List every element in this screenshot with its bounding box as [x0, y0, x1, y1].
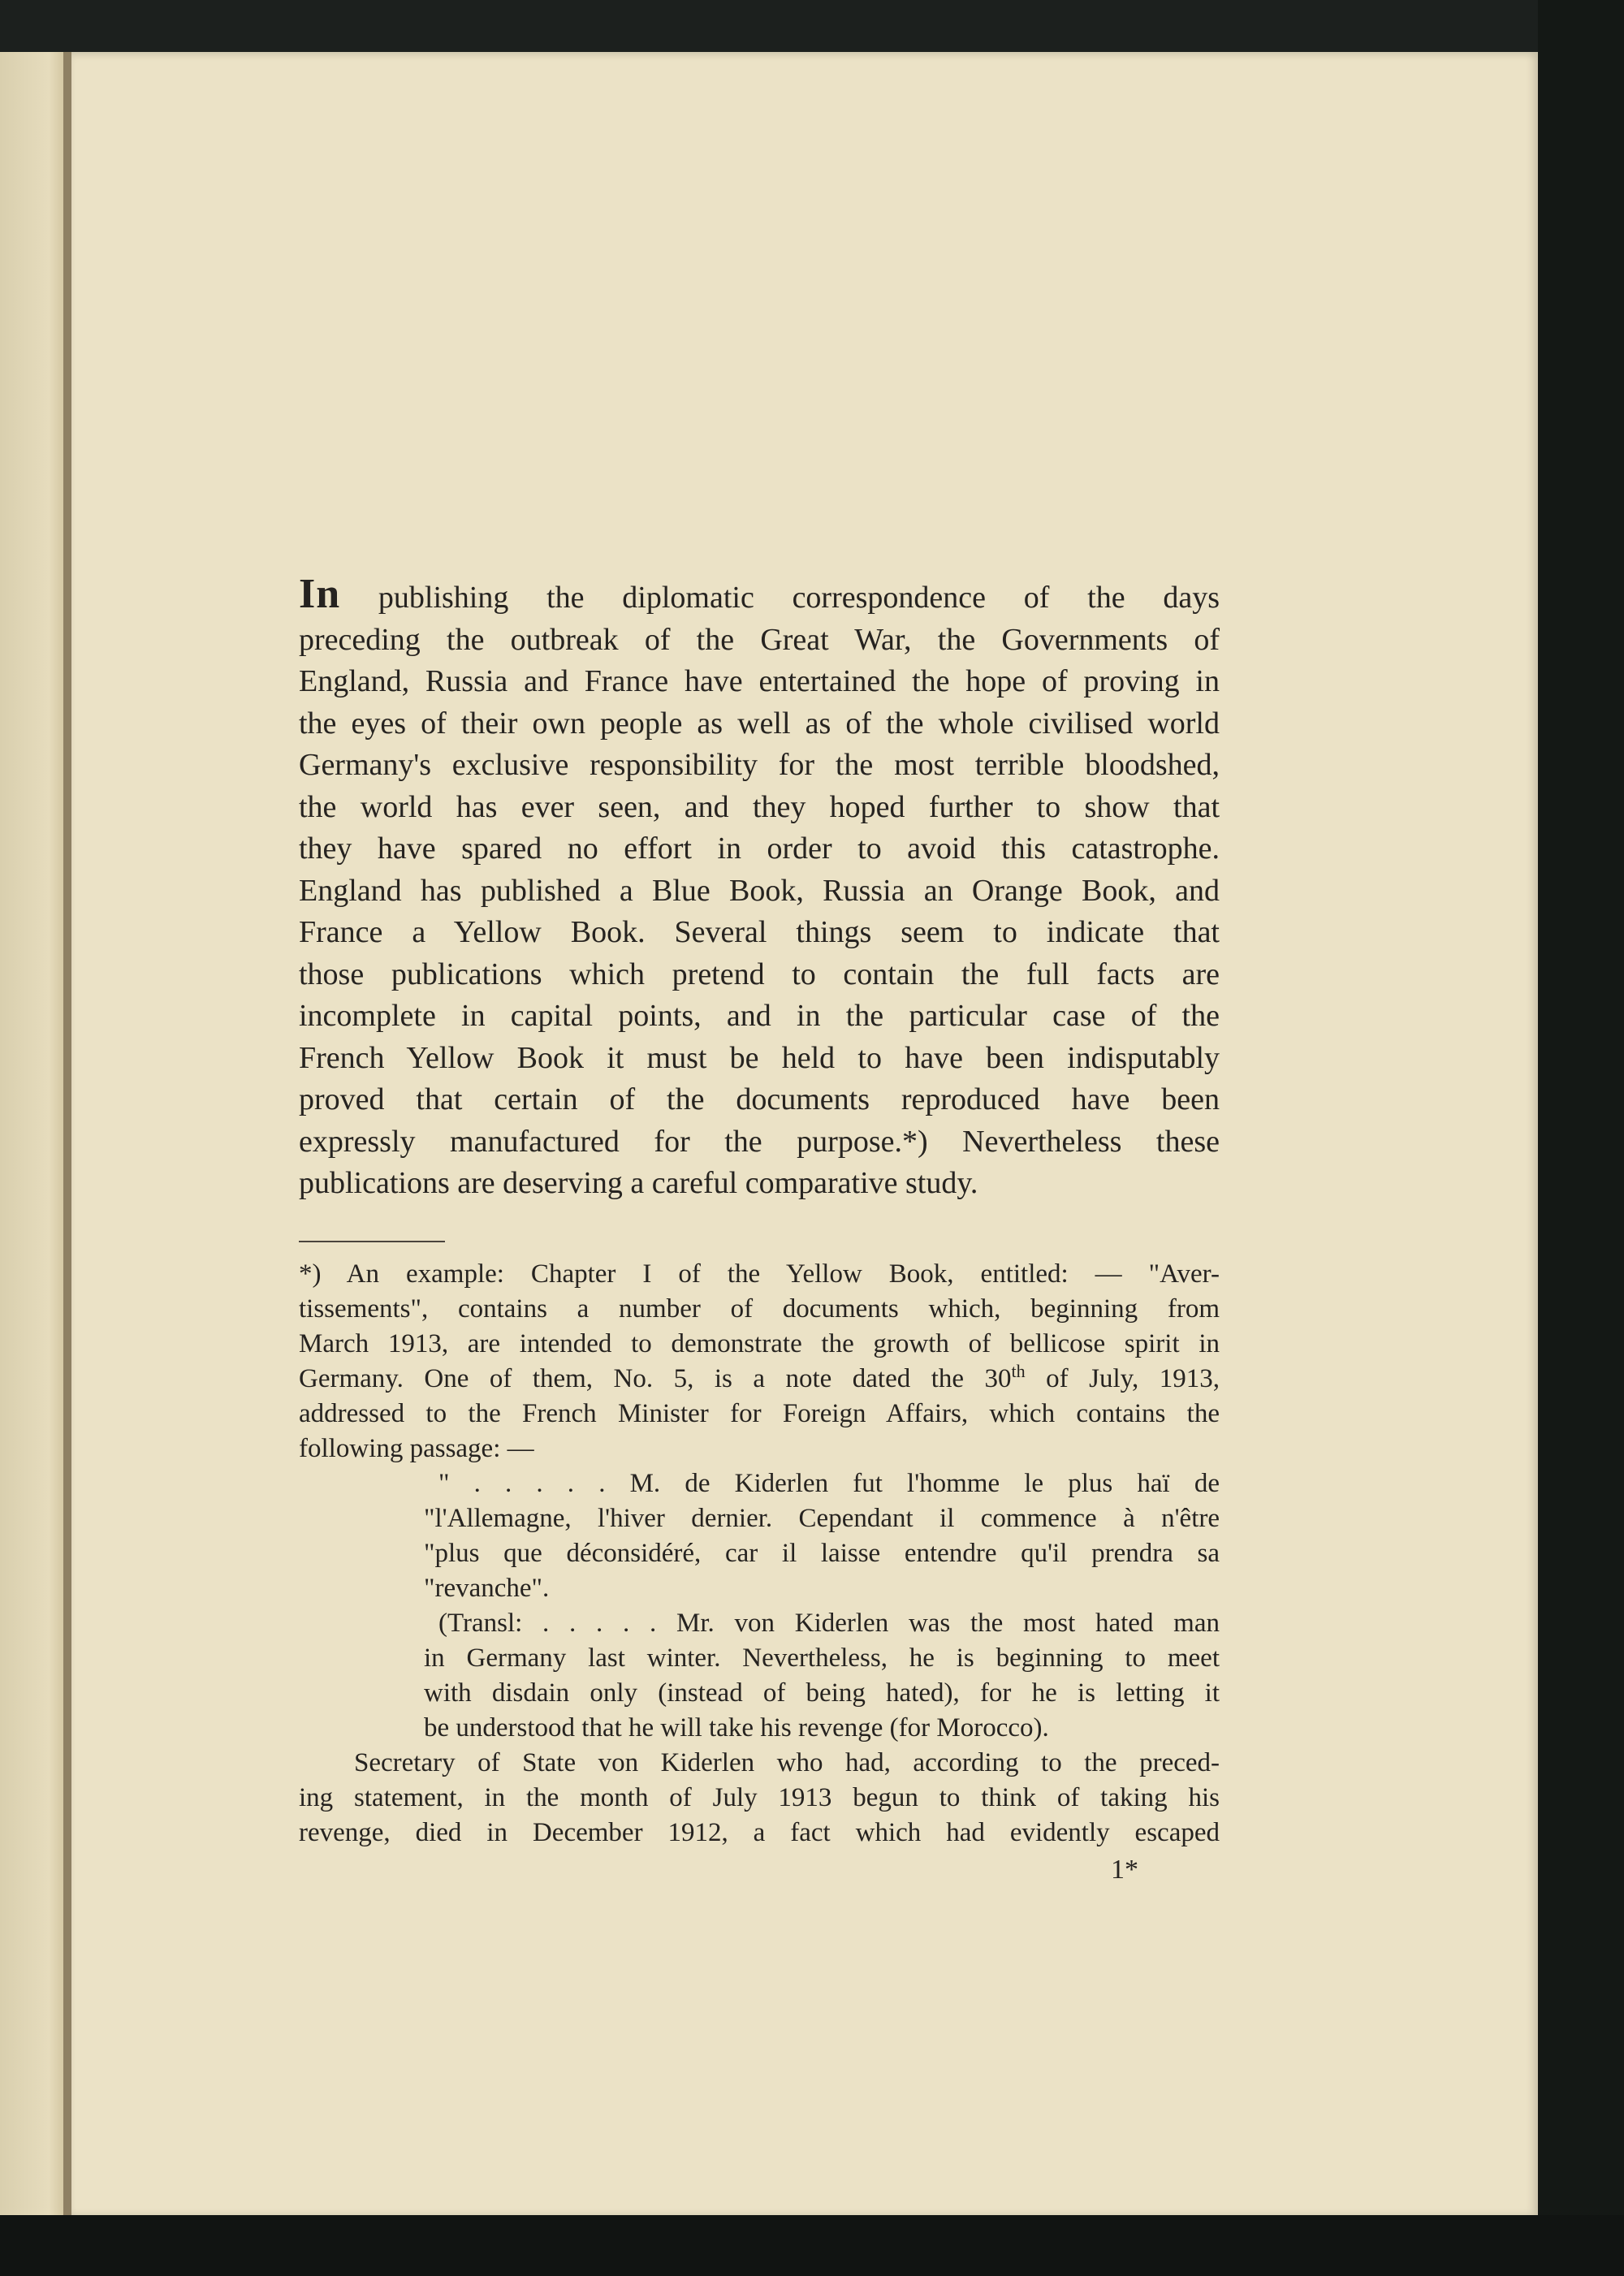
date-text-end: of July, 1913, [1025, 1363, 1220, 1393]
text-line: Germany's exclusive responsibility for the most terrible bloodshed, [299, 748, 1220, 782]
text-line: they have spared no effort in order to avoid this catastrophe. [299, 831, 1220, 866]
superscript: th [1011, 1360, 1026, 1381]
text-line: proved that certain of the documents reproduced have been [299, 1082, 1220, 1116]
text-line: the eyes of their own people as well as of the whole civilised world [299, 706, 1220, 741]
drop-cap: In [299, 571, 341, 617]
translation-line: in Germany last winter. Nevertheless, he is beginning to meet [424, 1643, 1220, 1673]
date-text: Germany. One of them, No. 5, is a note dated the 30 [299, 1363, 1012, 1393]
translation-quote [299, 1606, 1220, 1746]
quote-line: "revanche". [424, 1573, 550, 1603]
book-spine [63, 52, 71, 2215]
page-content [299, 573, 1220, 1851]
translation-line: with disdain only (instead of being hated), for he is letting it [424, 1678, 1220, 1708]
footnote-line: revenge, died in December 1912, a fact which had evidently escaped [299, 1817, 1220, 1847]
footnote-line: Secretary of State von Kiderlen who had, according to the preced- [354, 1747, 1220, 1777]
text-line: England has published a Blue Book, Russia an Orange Book, and [299, 873, 1220, 908]
facing-page-edge [0, 52, 70, 2215]
text-line-rest: publishing the diplomatic correspondence of the days [340, 581, 1220, 615]
scan-right-border [1538, 0, 1624, 2276]
quote-line: " . . . . . M. de Kiderlen fut l'homme le plus haï de [438, 1468, 1220, 1498]
text-line [299, 573, 1220, 620]
quote-line: "l'Allemagne, l'hiver dernier. Cependant il commence à n'être [424, 1503, 1220, 1533]
main-paragraph [299, 573, 1220, 1205]
footnote-line: following passage: — [299, 1433, 534, 1463]
text-line: publications are deserving a careful comparative study. [299, 1166, 978, 1200]
footnote-line: tissements", contains a number of documents which, beginning from [299, 1293, 1220, 1324]
translation-line: (Transl: . . . . . Mr. von Kiderlen was the most hated man [438, 1608, 1220, 1638]
footnote-separator [299, 1241, 445, 1242]
text-line: expressly manufactured for the purpose.*) Nevertheless these [299, 1124, 1220, 1159]
french-quote [299, 1466, 1220, 1606]
translation-line: be understood that he will take his revenge (for Morocco). [424, 1712, 1049, 1743]
quote-line: "plus que déconsidéré, car il laisse entendre qu'il prendra sa [424, 1538, 1220, 1568]
scan-bottom-border [0, 2215, 1624, 2276]
text-line: England, Russia and France have entertained the hope of proving in [299, 664, 1220, 698]
text-line: French Yellow Book it must be held to have been indisputably [299, 1040, 1220, 1075]
text-line: France a Yellow Book. Several things seem to indicate that [299, 915, 1220, 949]
scan-top-border [0, 0, 1624, 52]
footnote [299, 1257, 1220, 1851]
text-line: those publications which pretend to contain the full facts are [299, 957, 1220, 991]
footnote-line: March 1913, are intended to demonstrate the growth of bellicose spirit in [299, 1328, 1220, 1358]
footnote-line [299, 1362, 1220, 1397]
text-line: preceding the outbreak of the Great War, the Governments of [299, 622, 1220, 657]
footnote-line: ing statement, in the month of July 1913 begun to think of taking his [299, 1782, 1220, 1812]
footnote-line: addressed to the French Minister for Foreign Affairs, which contains the [299, 1398, 1220, 1428]
text-line: the world has ever seen, and they hoped further to show that [299, 789, 1220, 824]
footnote-line: *) An example: Chapter I of the Yellow Book, entitled: — "Aver- [299, 1259, 1220, 1289]
page-number: 1* [1111, 1855, 1138, 1885]
text-line: incomplete in capital points, and in the particular case of the [299, 999, 1220, 1033]
